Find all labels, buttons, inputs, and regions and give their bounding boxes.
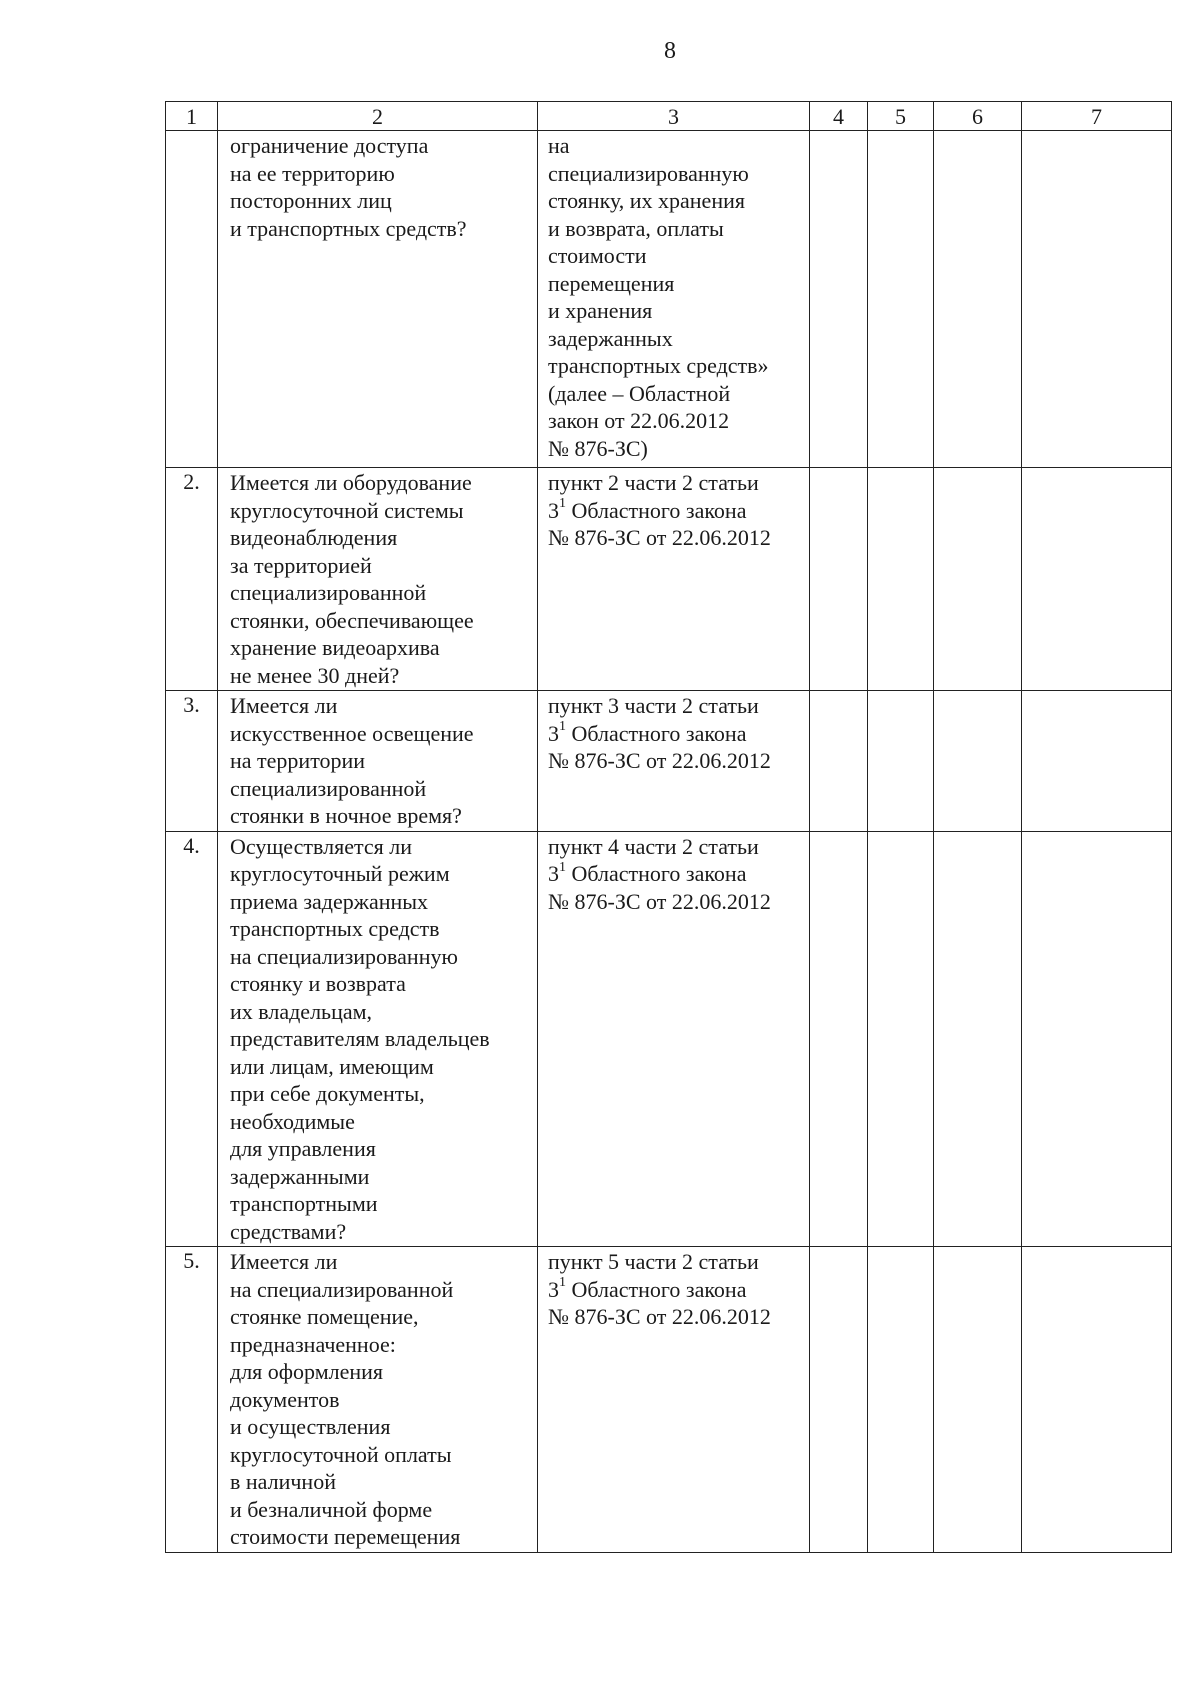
question-line: задержанными (230, 1163, 370, 1189)
question-line: Имеется ли (230, 693, 338, 718)
table-row (166, 468, 1172, 691)
law-line: № 876-ЗС) (548, 435, 648, 461)
table-row (166, 691, 1172, 832)
question-line: посторонних лиц (230, 188, 392, 213)
question-line: стоянке помещение, (230, 1304, 419, 1329)
law-reference-cell (538, 131, 810, 468)
question-line: Имеется ли (230, 1249, 338, 1274)
question-line: ограничение доступа (230, 133, 429, 158)
header-cell: 1 (166, 102, 218, 131)
law-line: № 876-ЗС от 22.06.2012 (548, 748, 771, 773)
law-reference-cell (538, 691, 810, 832)
law-reference-cell (538, 1247, 810, 1553)
question-line: видеонаблюдения (230, 525, 398, 550)
header-cell: 5 (868, 102, 934, 131)
question-line: приема задержанных (230, 888, 429, 914)
question-line: Осуществляется ли (230, 833, 412, 859)
empty-cell (810, 131, 868, 468)
empty-cell (810, 831, 868, 1247)
question-line: специализированной (230, 580, 427, 605)
law-reference-cell (538, 468, 810, 691)
empty-cell (934, 1247, 1022, 1553)
article-superscript: 1 (559, 1275, 566, 1291)
question-line: круглосуточный режим (230, 861, 450, 886)
page-number: 8 (664, 38, 676, 64)
empty-cell (810, 691, 868, 832)
law-line: $3^1$ Областного закона (548, 859, 747, 886)
row-number: 2. (183, 469, 200, 494)
header-cell: 7 (1022, 102, 1172, 131)
law-line: $3^1$ Областного закона (548, 1275, 747, 1302)
question-line: искусственное освещение (230, 720, 474, 746)
question-line: круглосуточной системы (230, 497, 464, 523)
empty-cell (868, 691, 934, 832)
question-line: не менее 30 дней? (230, 662, 400, 688)
question-cell (218, 831, 538, 1247)
empty-cell (934, 691, 1022, 832)
law-line: стоянку, их хранения (548, 188, 745, 213)
law-line: и хранения (548, 298, 653, 323)
law-reference-cell (538, 831, 810, 1247)
law-line: задержанных (548, 325, 673, 351)
law-line: транспортных средств» (548, 353, 769, 378)
law-line: перемещения (548, 270, 675, 296)
question-line: средствами? (230, 1218, 347, 1244)
law-line: пункт 3 части 2 статьи (548, 693, 759, 718)
question-line: предназначенное: (230, 1331, 396, 1357)
question-cell (218, 1247, 538, 1553)
row-number: 5. (183, 1248, 200, 1273)
empty-cell (1022, 831, 1172, 1247)
row-number-cell (166, 131, 218, 468)
law-line: № 876-ЗС от 22.06.2012 (548, 1304, 771, 1329)
row-number-cell (166, 831, 218, 1247)
table-row (166, 131, 1172, 468)
header-cell: 4 (810, 102, 868, 131)
question-line: представителям владельцев (230, 1026, 490, 1051)
question-line: стоянку и возврата (230, 971, 406, 996)
law-line: № 876-ЗС от 22.06.2012 (548, 525, 771, 550)
question-line: и транспортных средств? (230, 215, 467, 241)
empty-cell (934, 131, 1022, 468)
question-line: и осуществления (230, 1414, 391, 1439)
question-line: на ее территорию (230, 160, 395, 186)
question-line: стоянки, обеспечивающее (230, 607, 474, 633)
empty-cell (1022, 468, 1172, 691)
article-superscript: 1 (559, 496, 566, 512)
table-row (166, 831, 1172, 1247)
empty-cell (810, 468, 868, 691)
law-line: стоимости (548, 243, 647, 268)
question-cell (218, 468, 538, 691)
question-line: для оформления (230, 1359, 384, 1384)
question-line: транспортными (230, 1191, 378, 1216)
row-number-cell (166, 1247, 218, 1553)
question-line: специализированной (230, 775, 427, 801)
empty-cell (1022, 1247, 1172, 1553)
law-line: закон от 22.06.2012 (548, 408, 730, 433)
law-line: пункт 5 части 2 статьи (548, 1249, 759, 1274)
question-line: или лицам, имеющим (230, 1053, 434, 1079)
question-line: стоянки в ночное время? (230, 803, 462, 828)
header-cell: 3 (538, 102, 810, 131)
empty-cell (868, 831, 934, 1247)
question-line: за территорией (230, 552, 372, 578)
header-cell: 2 (218, 102, 538, 131)
question-cell (218, 691, 538, 832)
empty-cell (810, 1247, 868, 1553)
empty-cell (868, 131, 934, 468)
row-number: 3. (183, 692, 200, 717)
law-line: специализированную (548, 160, 749, 186)
empty-cell (868, 468, 934, 691)
question-line: необходимые (230, 1108, 355, 1134)
question-line: на специализированной (230, 1276, 454, 1302)
question-line: и безналичной форме (230, 1496, 433, 1522)
law-line: (далее – Областной (548, 380, 731, 406)
law-line: пункт 2 части 2 статьи (548, 470, 759, 495)
law-line: № 876-ЗС от 22.06.2012 (548, 888, 771, 914)
question-line: транспортных средств (230, 916, 440, 941)
row-number-cell (166, 691, 218, 832)
empty-cell (934, 468, 1022, 691)
law-line: $3^1$ Областного закона (548, 719, 747, 746)
empty-cell (934, 831, 1022, 1247)
empty-cell (868, 1247, 934, 1553)
law-line: $3^1$ Областного закона (548, 496, 747, 523)
question-line: при себе документы, (230, 1081, 425, 1106)
question-line: для управления (230, 1136, 376, 1161)
question-line: круглосуточной оплаты (230, 1441, 452, 1467)
question-line: на территории (230, 748, 366, 773)
row-number-cell (166, 468, 218, 691)
question-line: Имеется ли оборудование (230, 470, 472, 495)
question-cell (218, 131, 538, 468)
article-superscript: 1 (559, 859, 566, 875)
checklist-table (165, 101, 1172, 1553)
header-cell: 6 (934, 102, 1022, 131)
law-line: и возврата, оплаты (548, 215, 724, 241)
article-superscript: 1 (559, 719, 566, 735)
row-number: 4. (183, 832, 200, 858)
table-row (166, 1247, 1172, 1553)
question-line: на специализированную (230, 943, 458, 969)
empty-cell (1022, 131, 1172, 468)
law-line: пункт 4 части 2 статьи (548, 833, 759, 859)
law-line: на (548, 133, 570, 158)
question-line: хранение видеоархива (230, 635, 440, 660)
question-line: в наличной (230, 1469, 336, 1494)
question-line: документов (230, 1386, 340, 1412)
question-line: их владельцам, (230, 998, 373, 1024)
empty-cell (1022, 691, 1172, 832)
question-line: стоимости перемещения (230, 1524, 461, 1549)
header-row (166, 102, 1172, 131)
